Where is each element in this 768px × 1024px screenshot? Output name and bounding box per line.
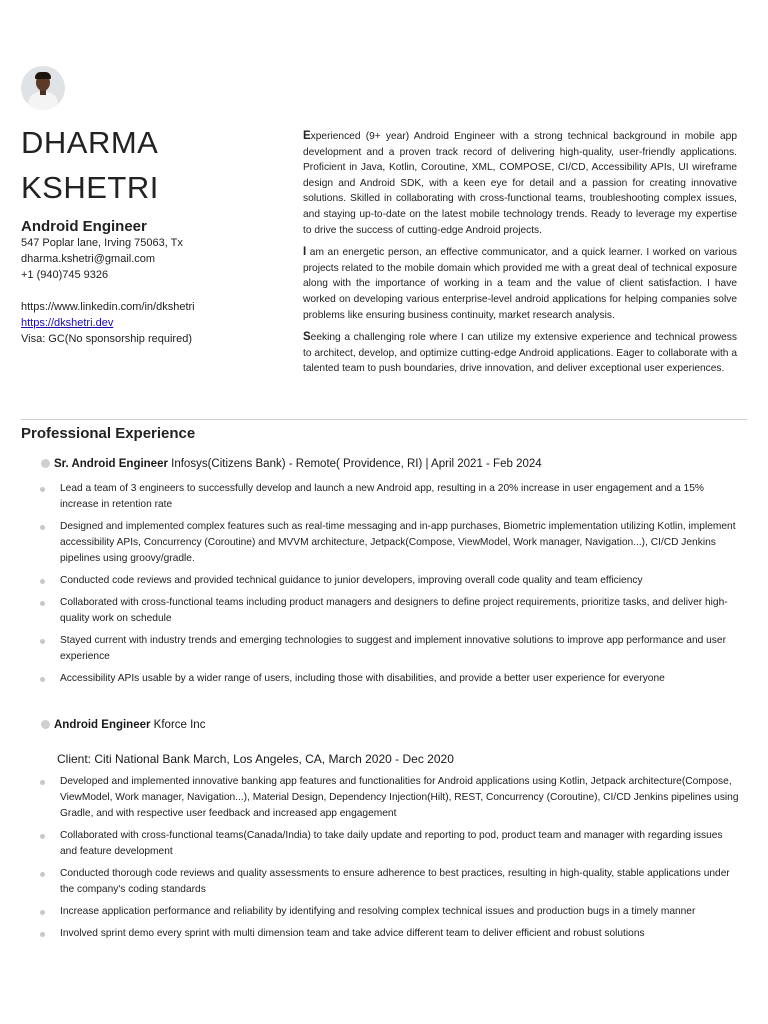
list-item: Lead a team of 3 engineers to successfully develop and launch a new Android app, resulting in a 20% increase in user engagement and a 15% increase in retention rate [40, 481, 740, 513]
contact-block [21, 235, 195, 347]
job-role: Sr. Android Engineer [54, 458, 168, 470]
job-bullets [40, 481, 740, 693]
client-detail: Citi National Bank March, Los Angeles, CA, March 2020 - Dec 2020 [91, 752, 454, 766]
job-title: Android Engineer [21, 218, 147, 235]
name-first: DHARMA [21, 125, 159, 160]
linkedin-url: https://www.linkedin.com/in/dkshetri [21, 301, 195, 313]
list-item: Involved sprint demo every sprint with multi dimension team and take advice different team to deliver efficient and robust solutions [40, 926, 740, 942]
visa-status: Visa: GC(No sponsorship required) [21, 333, 192, 345]
summary-paragraph [303, 245, 737, 323]
job-detail: Infosys(Citizens Bank) - Remote( Providence, RI) | April 2021 - Feb 2024 [167, 458, 542, 470]
address: 547 Poplar lane, Irving 75063, Tx [21, 237, 183, 249]
email: dharma.kshetri@gmail.com [21, 253, 156, 265]
list-item: Accessibility APIs usable by a wider range of users, including those with disabilities, and provide a better user experience for everyone [40, 671, 740, 687]
list-item: Increase application performance and reliability by identifying and resolving complex technical issues and production bugs in a timely manner [40, 904, 740, 920]
phone: +1 (940)745 9326 [21, 269, 109, 281]
bullet-icon [41, 720, 50, 729]
drop-cap: E [303, 130, 311, 142]
summary-paragraph [303, 129, 737, 238]
list-item: Collaborated with cross-functional teams including product managers and designers to define project requirements, prioritize tasks, and deliver high-quality work on schedule [40, 595, 740, 627]
client-label: Client: [57, 752, 92, 766]
summary [303, 129, 737, 384]
client-line [57, 752, 454, 766]
list-item: Designed and implemented complex features such as real-time messaging and in-app purchases, Biometric implementation utilizing Kotlin, implement accessibility APIs, Concurrency (Coroutine) and MVVM architecture, Jetpack(Compose, ViewModel, Work manager, Navigation...), CI/CD Jenkins pipelines using groovy/gradle. [40, 519, 740, 567]
section-title: Professional Experience [21, 425, 196, 442]
list-item: Conducted code reviews and provided technical guidance to junior developers, improving overall code quality and team efficiency [40, 573, 740, 589]
job-detail: Kforce Inc [150, 719, 206, 731]
drop-cap: I [303, 246, 307, 259]
list-item: Collaborated with cross-functional teams(Canada/India) to take daily update and reporting to pod, product team and manager with regarding issues and feature development [40, 828, 740, 860]
summary-paragraph [303, 330, 737, 377]
list-item: Stayed current with industry trends and emerging technologies to suggest and implement innovative solutions to improve app performance and user experience [40, 633, 740, 665]
bullet-icon [41, 459, 50, 468]
drop-cap: S [303, 331, 311, 344]
job-bullets [40, 774, 740, 948]
profile-photo [21, 66, 65, 110]
summary-text: xperienced (9+ year) Android Engineer with a strong technical background in mobile app development and a proven track record of delivering high-quality, user-friendly applications. Proficient in Java, Kotlin, Coroutine, XML, COMPOSE, CI/CD, Accessibility APIs, UI wireframe design and Android SDK, with a keen eye for detail and a passion for creating innovative solutions. Skilled in collaborating with cross-functional teams, troubleshooting complex issues, and staying up-to-date on the latest mobile technology trends. Ready to leverage my expertise to drive the success of cutting-edge Android projects. [303, 131, 737, 236]
summary-text: am an energetic person, an effective communicator, and a quick learner. I worked on various projects related to the mobile domain which provided me with a great deal of technical exposure along with the importance of working in a team and the value of client satisfaction. I have worked on developing various enterprise-level android applications for helping companies solve problems like ensuring business continuity, market research analysis. [303, 247, 737, 321]
list-item: Developed and implemented innovative banking app features and functionalities for Android applications using Kotlin, Jetpack architecture(Compose, ViewModel, Work manager, Navigation...), Material Design, Dependency Injection(Hilt), REST, Concurrency (Coroutine), CI/CD Jenkins pipelines using Gradle, and with respective user feedback and increased app engagement [40, 774, 740, 822]
section-divider [21, 419, 747, 420]
list-item: Conducted thorough code reviews and quality assessments to ensure adherence to best practices, resulting in high-quality, stable applications under the company's coding standards [40, 866, 740, 898]
name-last: KSHETRI [21, 170, 159, 205]
summary-text: eeking a challenging role where I can utilize my extensive experience and technical prowess to architect, develop, and optimize cutting-edge Android applications. Eager to collaborate with a talented team to push boundaries, drive innovation, and deliver exceptional user experiences. [303, 332, 737, 375]
job-heading [41, 458, 542, 470]
website-link[interactable]: https://dkshetri.dev [21, 317, 114, 329]
job-role: Android Engineer [54, 719, 151, 731]
job-heading [41, 719, 205, 731]
